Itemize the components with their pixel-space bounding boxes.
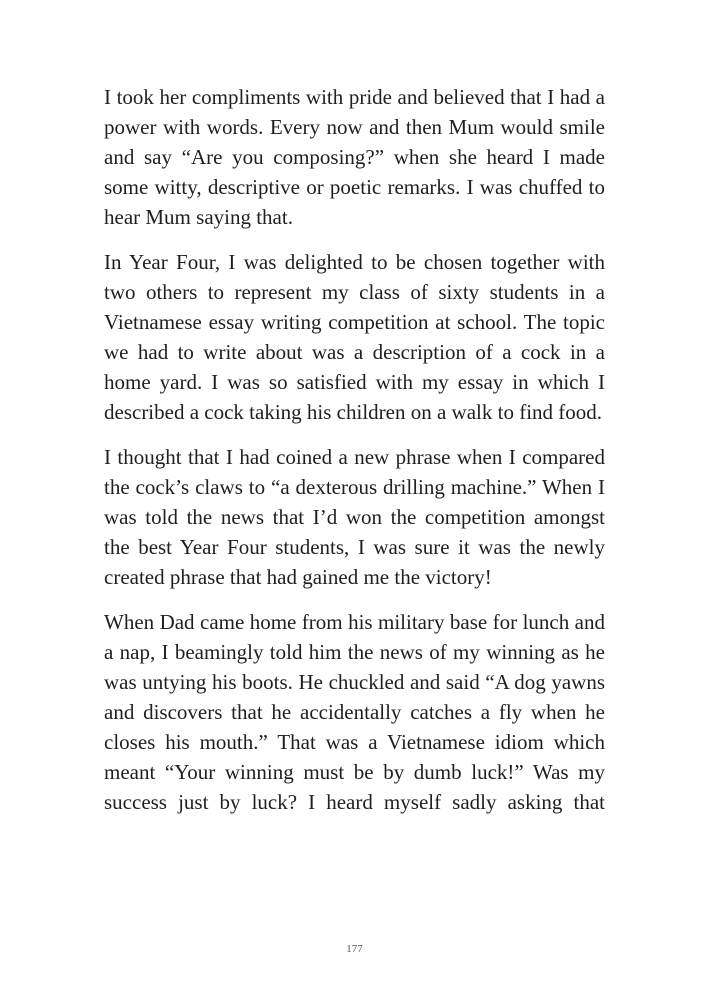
paragraph-new-phrase: I thought that I had coined a new phrase when I compared the cock’s claws to “a dexterous drilling machine.” When I was told the news that I’d won the competition amongst the best Year Four students, I was sure it was the newly created phrase that had gained me the victory! bbox=[104, 445, 605, 589]
paragraph-compliments: I took her compliments with pride and believed that I had a power with words. Every now and then Mum would smile and say “Are you composing?” when she heard I made some witty, descriptive or poetic remarks. I was chuffed to hear Mum saying that. bbox=[104, 85, 605, 229]
paragraph-dad-idiom: When Dad came home from his military base for lunch and a nap, I beamingly told him the news of my winning as he was untying his boots. He chuckled and said “A dog yawns and discovers that he accidentally catches a fly when he closes his mouth.” That was a Vietnamese idiom which meant “Your winning must be by dumb luck!” Was my success just by luck? I heard myself sadly asking that bbox=[104, 610, 605, 814]
body-text bbox=[104, 82, 605, 817]
paragraph-year-four: In Year Four, I was delighted to be chosen together with two others to represent my class of sixty students in a Vietnamese essay writing competition at school. The topic we had to write about was a description of a cock in a home yard. I was so satisfied with my essay in which I described a cock taking his children on a walk to find food. bbox=[104, 250, 605, 424]
page-number: 177 bbox=[346, 943, 363, 955]
